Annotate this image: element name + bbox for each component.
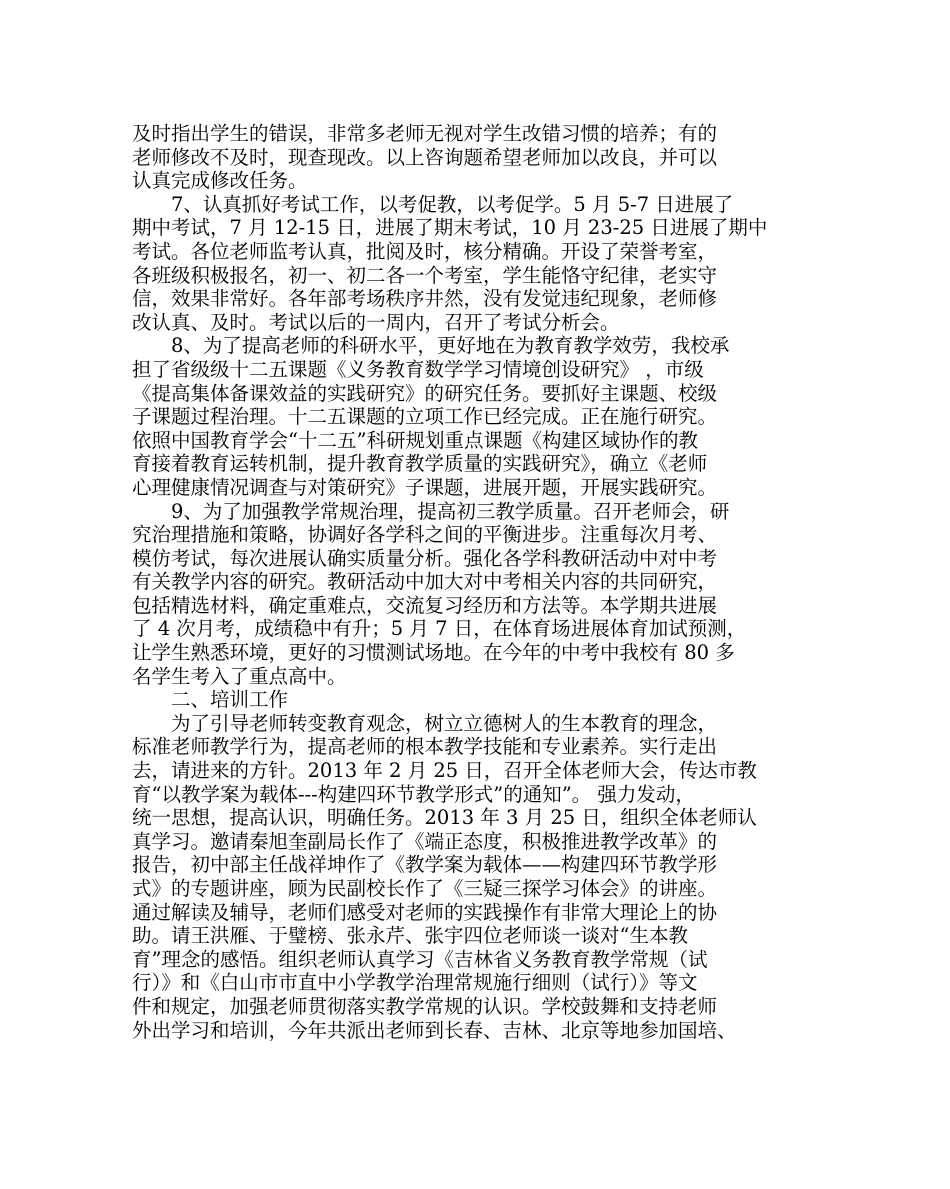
text-line: 心理健康情况调查与对策研究》子课题，进展开题，开展实践研究。 <box>132 475 718 499</box>
text-line: 考试。各位老师监考认真，批阅及时，核分精确。开设了荣誉考室， <box>132 239 718 263</box>
text-line: 统一思想，提高认识，明确任务。2013 年 3 月 25 日，组织全体老师认 <box>132 806 757 830</box>
text-line: 老师修改不及时，现查现改。以上咨询题希望老师加以改良，并可以 <box>132 145 718 169</box>
text-line: 子课题过程治理。十二五课题的立项工作已经完成。正在施行研究。 <box>132 405 718 429</box>
text-line: 育”理念的感悟。组织老师认真学习《吉林省义务教育教学常规（试 <box>132 947 708 971</box>
text-line: 模仿考试，每次进展认确实质量分析。强化各学科教研活动中对中考 <box>132 546 718 570</box>
text-line: 《提高集体备课效益的实践研究》的研究任务。要抓好主课题、校级 <box>132 381 718 405</box>
text-line: 究治理措施和策略，协调好各学科之间的平衡进步。注重每次月考、 <box>132 523 718 547</box>
text-line: 8、为了提高老师的科研水平，更好地在为教育教学效劳，我校承 <box>132 334 730 358</box>
text-line: 担了省级级十二五课题《义务教育数学学习情境创设研究》 ，市级 <box>132 357 704 381</box>
text-line: 育“以教学案为载体---构建四环节教学形式”的通知”。 强力发动， <box>132 782 695 806</box>
text-line: 依照中国教育学会“十二五”科研规划重点课题《构建区域协作的教 <box>132 428 698 452</box>
text-line: 及时指出学生的错误，非常多老师无视对学生改错习惯的培养；有的 <box>132 122 718 145</box>
text-line: 报告，初中部主任战祥坤作了《教学案为载体——构建四环节教学形 <box>132 853 718 877</box>
text-line: 真学习。邀请秦旭奎副局长作了《端正态度，积极推进教学改革》的 <box>132 829 718 853</box>
text-line: 信，效果非常好。各年部考场秩序井然，没有发觉违纪现象，老师修 <box>132 287 718 311</box>
text-line: 让学生熟悉环境，更好的习惯测试场地。在今年的中考中我校有 80 多 <box>132 641 735 665</box>
text-line: 7、认真抓好考试工作，以考促教，以考促学。5 月 5-7 日进展了 <box>132 192 734 216</box>
text-line: 育接着教育运转机制，提升教育教学质量的实践研究》，确立《老师 <box>132 452 708 476</box>
text-line: 改认真、及时。考试以后的一周内，召开了考试分析会。 <box>132 310 620 334</box>
text-line: 9、为了加强教学常规治理，提高初三教学质量。召开老师会，研 <box>132 499 730 523</box>
text-line: 式》的专题讲座，顾为民副校长作了《三疑三探学习体会》的讲座。 <box>132 877 718 900</box>
text-line: 外出学习和培训，今年共派出老师到长春、吉林、北京等地参加国培、 <box>132 1018 737 1042</box>
text-line: 了 4 次月考，成绩稳中有升；5 月 7 日，在体育场进展体育加试预测， <box>132 617 747 641</box>
text-line: 二、培训工作 <box>132 688 289 712</box>
text-line: 名学生考入了重点高中。 <box>132 664 347 688</box>
text-line: 标准老师教学行为，提高老师的根本教学技能和专业素养。实行走出 <box>132 735 718 759</box>
text-line: 助。请王洪雁、于璧榜、张永芹、张宇四位老师谈一谈对“生本教 <box>132 924 688 948</box>
text-line: 行）》和《白山市市直中小学教学治理常规施行细则（试行）》等文 <box>132 971 698 995</box>
text-line: 认真完成修改任务。 <box>132 169 308 193</box>
text-line: 期中考试，7 月 12-15 日，进展了期末考试，10 月 23-25 日进展了期中 <box>132 216 768 240</box>
text-line: 为了引导老师转变教育观念，树立立德树人的生本教育的理念， <box>132 711 718 735</box>
text-line: 各班级积极报名，初一、初二各一个考室，学生能恪守纪律，老实守 <box>132 263 718 287</box>
text-line: 件和规定，加强老师贯彻落实教学常规的认识。学校鼓舞和支持老师 <box>132 994 718 1018</box>
document-body <box>132 122 832 1042</box>
text-line: 通过解读及辅导，老师们感受对老师的实践操作有非常大理论上的协 <box>132 900 718 924</box>
text-line: 去，请进来的方针。2013 年 2 月 25 日，召开全体老师大会，传达市教 <box>132 759 757 783</box>
text-line: 包括精选材料，确定重难点，交流复习经历和方法等。本学期共进展 <box>132 593 718 617</box>
text-line: 有关教学内容的研究。教研活动中加大对中考相关内容的共同研究， <box>132 570 718 594</box>
